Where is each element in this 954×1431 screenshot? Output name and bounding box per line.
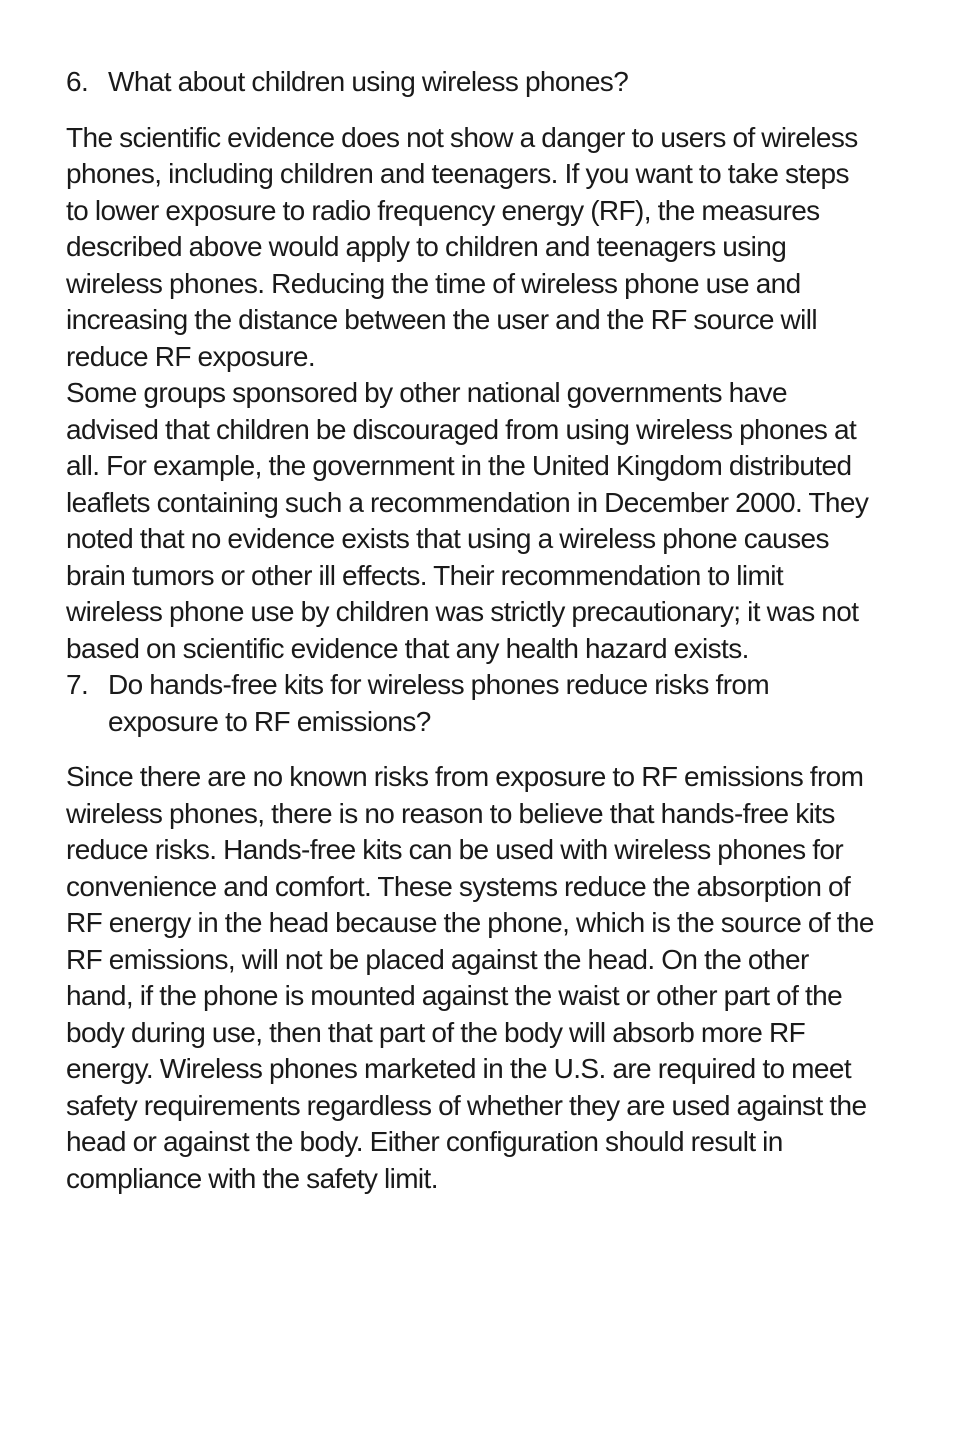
question-number: 7. [66,669,89,700]
document-page [66,64,876,1197]
question-text: Do hands-free kits for wireless phones reduce risks from exposure to RF emissions? [108,669,770,737]
answer-paragraph: Some groups sponsored by other national governments have advised that children be discouraged from using wireless phones at all. For example, the government in the United Kingdom distributed leaflets containing such a recommendation in December 2000. They noted that no evidence exists that using a wireless phone causes brain tumors or other ill effects. Their recommendation to limit wireless phone use by children was strictly precautionary; it was not based on scientific evidence that any health hazard exists. [66,377,869,664]
question-6 [66,64,876,101]
answer-paragraph: Since there are no known risks from exposure to RF emissions from wireless phones, there is no reason to believe that hands-free kits reduce risks. Hands-free kits can be used with wireless phones for convenience and comfort. These systems reduce the absorption of RF energy in the head because the phone, which is the source of the RF emissions, will not be placed against the head. On the other hand, if the phone is mounted against the waist or other part of the body during use, then that part of the body will absorb more RF energy. Wireless phones marketed in the U.S. are required to meet safety requirements regardless of whether they are used against the head or against the body. Either configuration should result in compliance with the safety limit. [66,761,874,1194]
answer-paragraph: The scientific evidence does not show a danger to users of wireless phones, including children and teenagers. If you want to take steps to lower exposure to radio frequency energy (RF), the measures described above would apply to children and teenagers using wireless phones. Reducing the time of wireless phone use and increasing the distance between the user and the RF source will reduce RF exposure. [66,121,858,372]
question-7 [66,667,876,740]
question-text: What about children using wireless phones? [108,66,629,97]
question-number: 6. [66,66,89,97]
